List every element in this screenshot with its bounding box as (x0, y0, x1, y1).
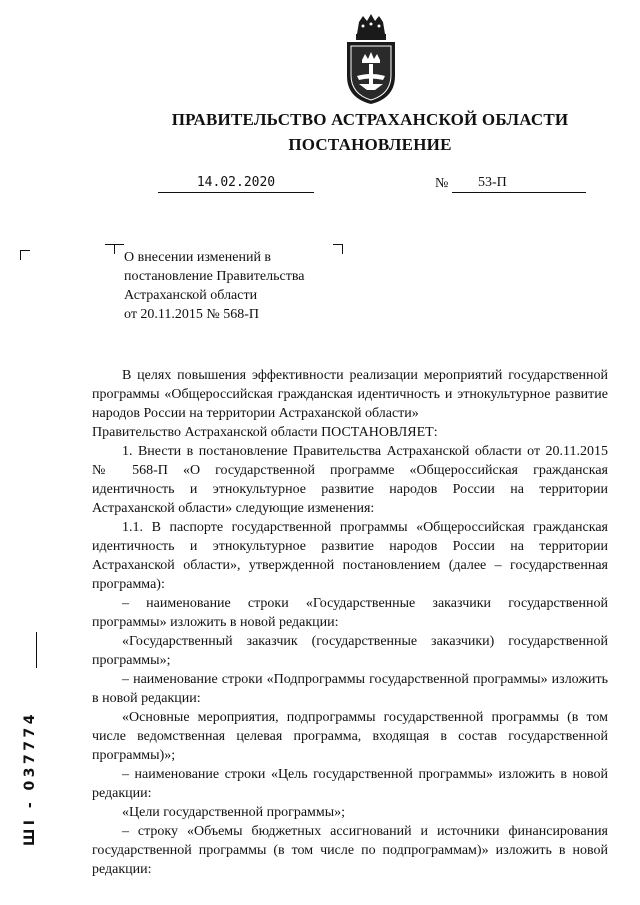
subject-corner-mark (114, 244, 124, 254)
subject-line: Астраханской области (124, 288, 258, 303)
paragraph: Правительство Астраханской области ПОСТАНОВЛЯЕТ: (92, 425, 438, 440)
document-number: 53-П (478, 175, 507, 190)
paragraph: – строку «Объемы бюджетных ассигнований и источники финансирования государственной программы (в том числе по подпрограммам)» изложить в новой редакции: (92, 824, 608, 877)
number-label: № (435, 176, 449, 191)
paragraph: «Цели государственной программы»; (122, 805, 346, 820)
paragraph: – наименование строки «Подпрограммы государственной программы» изложить в новой редакции: (92, 672, 608, 706)
document-body (92, 366, 608, 879)
margin-line (36, 632, 37, 668)
serial-stamp: ШI - 037774 (22, 710, 38, 846)
paragraph: В целях повышения эффективности реализации мероприятий государственной программы «Общероссийская гражданская идентичность и этнокультурное развитие народов России на территории Астраханской области» (92, 368, 608, 421)
document-type: ПОСТАНОВЛЕНИЕ (288, 135, 452, 154)
paragraph: – наименование строки «Цель государственной программы» изложить в новой редакции: (92, 767, 608, 801)
document-subject (124, 248, 354, 324)
paragraph: «Государственный заказчик (государственные заказчики) государственной программы»; (92, 634, 608, 668)
subject-line: постановление Правительства (124, 269, 305, 284)
coat-of-arms-icon (341, 14, 401, 106)
subject-line: О внесении изменений в (124, 250, 272, 265)
document-number-field (452, 175, 586, 193)
paragraph: – наименование строки «Государственные заказчики государственной программы» изложить в новой редакции: (92, 596, 608, 630)
subject-line: от 20.11.2015 № 568-П (124, 307, 260, 322)
government-title: ПРАВИТЕЛЬСТВО АСТРАХАНСКОЙ ОБЛАСТИ (171, 110, 569, 129)
document-date: 14.02.2020 (196, 175, 276, 190)
subject-corner-mark (20, 250, 30, 260)
paragraph: 1. Внести в постановление Правительства Астраханской области от 20.11.2015 № 568-П «О государственной программе «Общероссийская гражданская идентичность и этнокультурное развитие народов России на территории Астраханской области» следующие изменения: (92, 444, 608, 516)
document-date-field (158, 175, 314, 193)
paragraph: «Основные мероприятия, подпрограммы государственной программы (в том числе ведомственная целевая программа, входящая в состав государственной программы)»; (92, 710, 608, 763)
paragraph: 1.1. В паспорте государственной программы «Общероссийская гражданская идентичность и этнокультурное развитие народов России на территории Астраханской области», утвержденной постановлением (далее – государственная программа): (92, 520, 608, 592)
